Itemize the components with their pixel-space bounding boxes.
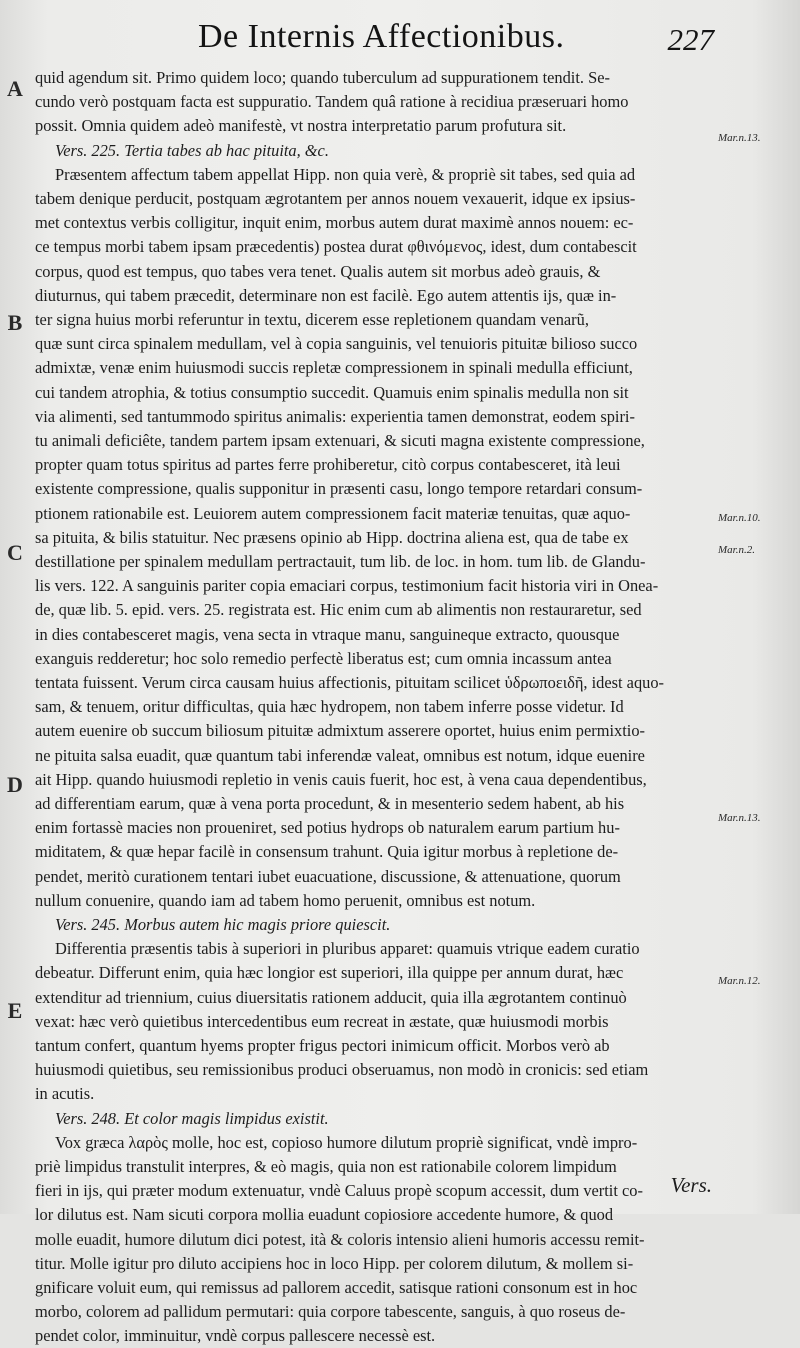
section-marker: A — [7, 76, 23, 101]
text-line: huiusmodi quietibus, seu remissionibus produci obseruamus, non modò in cronicis: sed etiam — [35, 1060, 649, 1080]
text-line: cui tandem atrophia, & totius consumptio succedit. Quamuis enim spinalis medulla non sit — [35, 382, 629, 402]
text-line: autem euenire ob succum biliosum pituitæ admixtum asserere oportet, huius enim permixtio- — [35, 721, 645, 741]
section-marker: B — [7, 310, 23, 335]
margin-note: Mar.n.10. — [718, 512, 761, 524]
text-line: corpus, quod est tempus, quo tabes vera tenet. Qualis autem sit morbus adeò grauis, & — [35, 261, 601, 281]
text-line: molle euadit, humore dilutum dici potest, ità & coloris intensio alieni humoris accessu remit- — [35, 1229, 645, 1249]
text-line: ait Hipp. quando huiusmodi repletio in venis cauis fuerit, hoc est, à vena caua dependentibus, — [35, 769, 647, 789]
catchword: Vers. — [670, 1173, 712, 1197]
text-line: destillatione per spinalem medullam pertractauit, tum lib. de loc. in hom. tum lib. de Glandu- — [35, 552, 646, 571]
text-line: propter quam totus spiritus ad partes ferre prohiberetur, citò corpus contabesceret, ità leui — [35, 455, 621, 475]
text-line: tu animali deficiête, tandem partem ipsam extenuari, & sicuti magna existente compressione, — [35, 431, 645, 450]
verse-reference-line: Vers. 245. Morbus autem hic magis priore quiescit. — [55, 915, 391, 934]
text-line: de, quæ lib. 5. epid. vers. 25. registrata est. Hic enim cum ab alimentis non restauraretur, sed — [35, 600, 642, 620]
text-line: Vox græca λαρὸς molle, hoc est, copioso humore dilutum propriè significat, vndè impro- — [55, 1132, 638, 1152]
margin-note: Mar.n.12. — [718, 975, 761, 987]
text-line: gnificare voluit eum, qui remissus ad pallorem accedit, satisque rationi consonum est in hoc — [35, 1278, 638, 1297]
running-title: De Internis Affectionibus. — [198, 18, 565, 55]
text-line: tabem denique perducit, postquam ægrotantem per annos nouem vexauerit, idque ex ipsius- — [35, 189, 636, 208]
text-line: quæ sunt circa spinalem medullam, vel à copia sanguinis, vel tenuioris pituitæ bilioso succo — [35, 334, 638, 354]
text-line: Differentia præsentis tabis à superiori in pluribus apparet: quamuis vtrique eadem curatio — [55, 939, 640, 959]
text-line: tantum confert, quantum hyems propter frigus pectori inimicum officit. Morbos verò ab — [35, 1036, 610, 1055]
text-line: priè limpidus transtulit interpres, & eò magis, quia non est rationabile colorem limpidum — [35, 1157, 617, 1176]
text-line: sa pituita, & bilis statuitur. Nec præsens opinio ab Hipp. doctrina aliena est, qua de tabe ex — [35, 527, 629, 547]
margin-note: Mar.n.13. — [718, 812, 761, 824]
section-marker: E — [7, 998, 23, 1023]
text-line: via alimenti, sed tantummodo spiritus animalis: experientia tamen demonstrat, eodem spiri- — [35, 406, 635, 426]
text-line: exanguis redderetur; hoc solo remedio perfectè liberatus est; cum omnia incassum antea — [35, 648, 612, 668]
text-line: tentata fuissent. Verum circa causam huius affectionis, pituitam scilicet ὑδρωποειδῆ, idest aquo- — [35, 673, 665, 692]
text-line: lis vers. 122. A sanguinis pariter copia emaciari corpus, testimonium facit historia viri in Onea- — [35, 576, 659, 596]
text-line: existente compressione, qualis supponitur in præsenti casu, longo tempore retardari consum- — [35, 479, 643, 499]
text-line: possit. Omnia quidem adeò manifestè, vt nostra interpretatio parum profutura sit. — [35, 116, 567, 136]
text-line: in acutis. — [35, 1084, 95, 1104]
verse-reference-line: Vers. 225. Tertia tabes ab hac pituita, &c. — [55, 140, 329, 160]
text-line: miditatem, & quæ hepar facilè in consensum trahunt. Quia igitur morbus à repletione de- — [35, 842, 619, 862]
text-line: morbo, colorem ad pallidum permutari: quia corpore tabescente, sanguis, à quo roseus de- — [35, 1302, 626, 1322]
text-line: ptionem rationabile est. Leuiorem autem compressionem facit materiæ tenuitas, quæ aquo- — [35, 503, 631, 523]
section-marker: C — [7, 540, 23, 565]
text-line: fieri in ijs, qui præter modum extenuatur, vndè Caluus propè scopum accessit, dum vertit co- — [35, 1181, 643, 1201]
text-line: Præsentem affectum tabem appellat Hipp. non quia verè, & propriè sit tabes, sed quia ad — [55, 164, 636, 184]
text-line: ce tempus morbi tabem ipsam præcedentis) postea durat φθινόμενος, idest, dum contabescit — [35, 237, 637, 257]
text-line: in dies contabesceret magis, vena secta in vtraque manu, sanguineque extracto, quousque — [35, 624, 620, 644]
text-line: debeatur. Differunt enim, quia hæc longior est superiori, illa quippe per annum durat, hæc — [35, 963, 624, 983]
text-line: titur. Molle igitur pro diluto accipiens hoc in loco Hipp. per colorem dilutum, & mollem si- — [35, 1253, 634, 1273]
text-line: sam, & tenuem, oritur difficultas, quia hæc hydropem, non tabem inferre posse videtur. Id — [35, 697, 624, 717]
text-line: quid agendum sit. Primo quidem loco; quando tuberculum ad suppurationem tendit. Se- — [35, 68, 610, 87]
text-line: cundo verò postquam facta est suppuratio. Tandem quâ ratione à recidiua præseruari homo — [35, 92, 629, 112]
text-line: diuturnus, qui tabem præcedit, determinare non est facilè. Ego autem attentis ijs, quæ in- — [35, 285, 617, 305]
margin-note: Mar.n.13. — [718, 132, 761, 144]
text-line: ad differentiam earum, quæ à vena porta procedunt, & in mesenterio sedem habent, ab his — [35, 794, 625, 813]
text-line: extenditur ad triennium, cuius diuersitatis rationem adducit, quia illa ægrotantem continuò — [35, 987, 627, 1007]
text-line: enim fortassè macies non proueniret, sed potius hydrops ob naturalem earum partium hu- — [35, 818, 620, 838]
text-line: lor dilutus est. Nam sicuti corpora mollia euadunt copiosiore accedente humore, & quod — [35, 1205, 614, 1225]
text-line: nullum conuenire, quando iam ad tabem homo peruenit, omnibus est notum. — [35, 890, 536, 910]
running-header — [0, 14, 800, 64]
text-line: pendet, meritò curationem tentari iubet euacuatione, discussione, & attenuatione, quorum — [35, 866, 621, 886]
page-number: 227 — [667, 22, 714, 57]
text-line: vexat: hæc verò quietibus intercedentibus eum recreat in æstate, quæ huiusmodi morbis — [35, 1011, 609, 1031]
margin-note: Mar.n.2. — [718, 544, 755, 556]
text-line: ter signa huius morbi referuntur in textu, dicerem esse repletionem quandam venarũ, — [35, 310, 589, 329]
verse-reference-line: Vers. 248. Et color magis limpidus existit. — [55, 1108, 329, 1128]
text-line: admixtæ, venæ enim huiusmodi succis repletæ compressionem in spinali medulla efficiunt, — [35, 358, 633, 378]
text-line: ne pituita salsa euadit, quæ quantum tabi inferendæ valeat, omnibus est notum, idque euenire — [35, 745, 645, 765]
section-marker: D — [7, 772, 23, 797]
text-line: pendet color, imminuitur, vndè corpus pallescere necessè est. — [35, 1326, 436, 1346]
text-line: met contextus verbis colligitur, inquit enim, morbus autem durat maximè annos nouem: ec- — [35, 213, 634, 233]
